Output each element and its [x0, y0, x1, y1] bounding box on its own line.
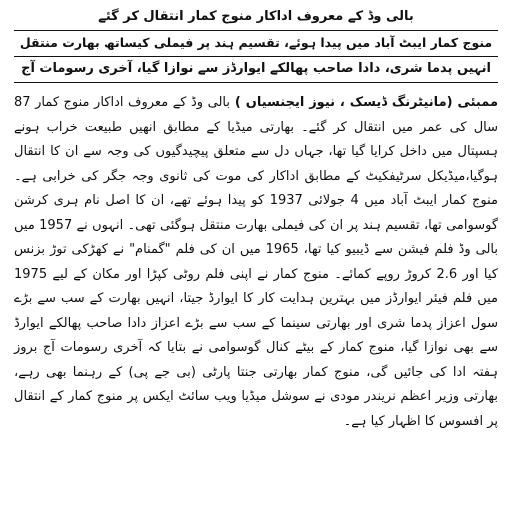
sub-headline-awards: انہیں پدما شری، دادا صاحب پھالکے ایوارڈز سے نوازا گیا، آخری رسومات آج: [14, 57, 498, 83]
headline-block: [14, 8, 498, 83]
article-body-text: بالی وڈ کے معروف اداکار منوج کمار 87 سال کی عمر میں انتقال کر گئے۔ بھارتی میڈیا کے مطابق انھیں طبیعت خراب ہونے ہسپتال میں داخل کرایا گیا تھا، جہاں دل سے متعلق پیچیدگیوں کی وجہ سے ان کا انتقال ہوگیا،میڈیکل سرٹیفکیٹ کے مطابق اداکار کی موت کی ثانوی وجہ جگر کی خرابی ہے۔منوج کمار ایبٹ آباد میں 4 جولائی 1937 کو پیدا ہوئے تھے، ان کا اصل نام ہری کرشن گوسوامی تھا، تقسیم ہند پر ان کی فیملی بھارت منتقل ہوگئی تھی۔ انہوں نے 1957 میں بالی وڈ فلم فیشن سے ڈیبیو کیا تھا، 1965 میں ان کی فلم "گمنام" نے کھڑکی توڑ بزنس کیا اور 2.6 کروڑ روپے کمائے۔ منوج کمار نے اپنی فلم روٹی کپڑا اور مکان کے لیے 1975 میں فلم فیئر ایوارڈز میں بہترین ہدایت کار کا ایوارڈ جیتا، انہیں بھارت کے سب سے بڑے سول اعزاز پدما شری اور بھارتی سینما کے سب سے بڑے اعزاز دادا صاحب پھالکے ایوارڈ سے بھی نوازا گیا، منوج کمار کے بیٹے کنال گوسوامی نے بتایا کہ آخری رسومات آج بروز ہفتہ ادا کی جائیں گی، منوج کمار بھارتی جنتا پارٹی (بی جے پی) کے رہنما بھی رہے، بھارتی وزیر اعظم نریندر مودی نے سوشل میڈیا ویب سائٹ ایکس پر منوج کمار کے انتقال پر افسوس کا اظہار کیا ہے۔: [14, 95, 499, 429]
article-body: [14, 91, 498, 434]
main-headline: بالی وڈ کے معروف اداکار منوج کمار انتقال کر گئے: [14, 8, 498, 31]
sub-headline-birthplace: منوج کمار ایبٹ آباد میں پیدا ہوئے، تقسیم ہند پر فیملی کیساتھ بھارت منتقل: [14, 31, 498, 57]
dateline: ممبئی (مانیٹرنگ ڈیسک ، نیوز ایجنسیاں ): [229, 95, 498, 110]
spacer: [14, 83, 498, 91]
